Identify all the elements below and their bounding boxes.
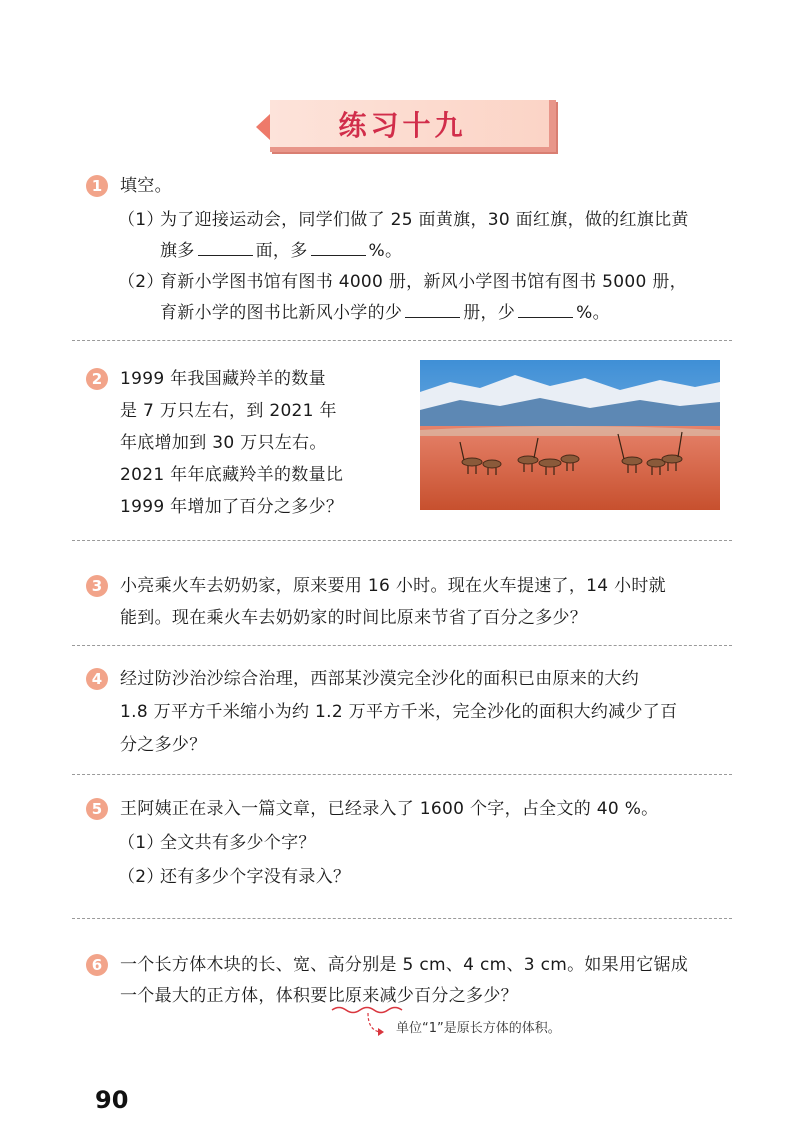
tibetan-antelope-photo bbox=[420, 360, 720, 510]
question-text: 一个最大的正方体，体积 bbox=[120, 986, 311, 1006]
answer-blank[interactable] bbox=[311, 240, 366, 256]
exercise-6-line-1: 一个长方体木块的长、宽、高分别是 5 cm、4 cm、3 cm。如果用它锯成 bbox=[120, 955, 689, 975]
exercise-1-part-2-line-2 bbox=[160, 302, 610, 324]
answer-blank[interactable] bbox=[198, 240, 253, 256]
exercise-1-part-1-line-2 bbox=[160, 240, 402, 262]
section-divider bbox=[72, 774, 732, 775]
exercise-5-part-1-text: 全文共有多少个字？ bbox=[160, 833, 316, 853]
question-text: 减少百分之多少？ bbox=[379, 986, 518, 1006]
exercise-2-line: 是 7 万只左右，到 2021 年 bbox=[120, 401, 337, 421]
exercise-1-part-2-index: （2） bbox=[118, 272, 164, 292]
section-divider bbox=[72, 645, 732, 646]
exercise-number-badge: 5 bbox=[86, 798, 108, 820]
question-text: %。 bbox=[576, 303, 610, 323]
title-arrow-shape bbox=[256, 114, 270, 140]
exercise-5-instruction: 王阿姨正在录入一篇文章，已经录入了 1600 个字，占全文的 40 %。 bbox=[120, 799, 659, 819]
page-title: 练习十九 bbox=[338, 109, 467, 142]
exercise-3-line: 小亮乘火车去奶奶家，原来要用 16 小时。现在火车提速了，14 小时就 bbox=[120, 576, 666, 596]
antelope-landscape-illustration bbox=[420, 360, 720, 510]
question-text: 面，多 bbox=[255, 241, 308, 261]
hint-text: 单位“1”是原长方体的体积。 bbox=[396, 1021, 561, 1036]
exercise-1-part-1-line-1: 为了迎接运动会，同学们做了 25 面黄旗，30 面红旗，做的红旗比黄 bbox=[160, 210, 689, 230]
exercise-4-line: 分之多少？ bbox=[120, 735, 207, 755]
exercise-3-line: 能到。现在乘火车去奶奶家的时间比原来节省了百分之多少？ bbox=[120, 608, 588, 628]
answer-blank[interactable] bbox=[405, 302, 460, 318]
section-divider bbox=[72, 540, 732, 541]
question-text: 册，少 bbox=[463, 303, 516, 323]
hint-note bbox=[364, 1014, 664, 1044]
page-number: 90 bbox=[95, 1086, 129, 1114]
title-box bbox=[270, 100, 556, 152]
exercise-4-line: 1.8 万平方千米缩小为约 1.2 万平方千米，完全沙化的面积大约减少了百 bbox=[120, 702, 678, 722]
exercise-2-line: 1999 年我国藏羚羊的数量 bbox=[120, 369, 326, 389]
exercise-number-badge: 3 bbox=[86, 575, 108, 597]
title-banner bbox=[256, 100, 556, 154]
exercise-1-instruction: 填空。 bbox=[120, 176, 172, 196]
answer-blank[interactable] bbox=[518, 302, 573, 318]
exercise-2-line: 年底增加到 30 万只左右。 bbox=[120, 433, 327, 453]
question-text: 旗多 bbox=[160, 241, 195, 261]
emphasized-text: 要比原来 bbox=[310, 986, 380, 1006]
section-divider bbox=[72, 340, 732, 341]
exercise-2-line: 1999 年增加了百分之多少？ bbox=[120, 497, 344, 517]
exercise-number-badge: 1 bbox=[86, 175, 108, 197]
exercise-number-badge: 4 bbox=[86, 668, 108, 690]
exercise-number-badge: 6 bbox=[86, 954, 108, 976]
exercise-1-part-1-index: （1） bbox=[118, 210, 164, 230]
exercise-number-badge: 2 bbox=[86, 368, 108, 390]
exercise-5-part-1-index: （1） bbox=[118, 833, 164, 853]
exercise-2-line: 2021 年年底藏羚羊的数量比 bbox=[120, 465, 344, 485]
exercise-4-line: 经过防沙治沙综合治理，西部某沙漠完全沙化的面积已由原来的大约 bbox=[120, 669, 639, 689]
exercise-5-part-2-index: （2） bbox=[118, 867, 164, 887]
question-text: %。 bbox=[368, 241, 403, 261]
question-text: 育新小学的图书比新风小学的少 bbox=[160, 303, 403, 323]
exercise-6-line-2 bbox=[120, 985, 518, 1007]
exercise-1-part-2-line-1: 育新小学图书馆有图书 4000 册，新风小学图书馆有图书 5000 册， bbox=[160, 272, 687, 292]
section-divider bbox=[72, 918, 732, 919]
exercise-5-part-2-text: 还有多少个字没有录入？ bbox=[160, 867, 351, 887]
